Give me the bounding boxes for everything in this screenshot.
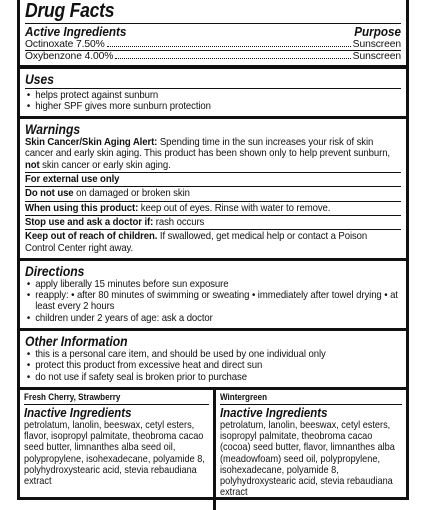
- divider: [25, 88, 401, 89]
- header-section: [20, 0, 406, 69]
- active-ingredient-row: [25, 39, 401, 63]
- divider: [25, 229, 401, 230]
- stop-use: [25, 217, 399, 228]
- list-item: • children under 2 years of age: ask a doctor: [25, 313, 399, 324]
- inactive-ingredients-text: petrolatum, lanolin, beeswax, cetyl esters, isopropyl palmitate, theobroma cacao (cocoa) seed butter, flavor, limnanthes alba (meadowfoam) seed oil, polypropylene, isohexadecane, polyamide 8, polyhydroxystearic acid, stevia rebaudiana extract: [220, 419, 395, 499]
- ingredient-name: Oxybenzone 4.00%: [25, 51, 114, 63]
- warnings-heading: Warnings: [25, 122, 81, 138]
- other-info-list: [25, 349, 399, 383]
- ingredient-purpose: Sunscreen: [352, 39, 401, 50]
- inactive-heading: Inactive Ingredients: [220, 404, 328, 420]
- page-title: Drug Facts: [25, 0, 115, 22]
- alert-tail: skin cancer or early skin aging.: [39, 159, 171, 171]
- keep-out-label: Keep out of reach of children.: [25, 231, 158, 243]
- external-use: [25, 174, 399, 185]
- inactive-heading: Inactive Ingredients: [24, 404, 132, 420]
- directions-heading: Directions: [25, 263, 85, 279]
- list-item: • protect this product from excessive heat and direct sun: [25, 360, 399, 371]
- keep-out-text: If swallowed, get medical help or contact a Poison Control Center right away.: [25, 231, 368, 254]
- inactive-ingredients-text: petrolatum, lanolin, beeswax, cetyl esters, flavor, isopropyl palmitate, theobroma cacao seed butter, limnanthes alba seed oil, polypropylene, isohexadecane, polyamide 8, polyhydroxystearic acid, stevia rebaudiana extract: [24, 419, 205, 487]
- when-using-text: keep out of eyes. Rinse with water to remove.: [138, 202, 331, 214]
- uses-heading: Uses: [25, 71, 55, 87]
- ingredient-purpose: Sunscreen: [352, 51, 401, 63]
- list-item: • helps protect against sunburn: [25, 90, 399, 101]
- warning-alert: [25, 137, 399, 171]
- drug-facts-panel: [17, 0, 409, 500]
- active-header-row: [25, 25, 401, 39]
- list-item: • apply liberally 15 minutes before sun exposure: [25, 279, 399, 290]
- flavor-label: Wintergreen: [220, 391, 268, 403]
- list-item: • reapply: • after 80 minutes of swimming or sweating • immediately after towel drying • at least every 2 hours: [25, 290, 399, 313]
- keep-out: [25, 231, 399, 254]
- alert-not: not: [25, 159, 40, 171]
- warnings-section: [20, 119, 406, 261]
- alert-text: Spending time in the sun increases your risk of skin cancer and early skin aging. This product has been shown only to help prevent sunburn,: [25, 137, 390, 160]
- purpose-heading: Purpose: [354, 24, 401, 39]
- stop-use-text: rash occurs: [153, 216, 205, 228]
- external-label: For external use only: [25, 174, 120, 186]
- divider: [25, 215, 401, 216]
- active-ingredients-heading: Active Ingredients: [25, 24, 127, 39]
- inactive-ingredients-columns: [20, 390, 406, 510]
- alert-label: Skin Cancer/Skin Aging Alert:: [25, 137, 158, 149]
- inactive-column-wintergreen: [213, 390, 406, 510]
- when-using-label: When using this product:: [25, 202, 139, 214]
- flavor-label: Fresh Cherry, Strawberry: [24, 391, 121, 403]
- other-info-heading: Other Information: [25, 334, 128, 350]
- stop-use-label: Stop use and ask a doctor if:: [25, 216, 154, 228]
- divider: [25, 172, 401, 173]
- divider: [25, 186, 401, 187]
- do-not-use-label: Do not use: [25, 188, 74, 200]
- list-item: • higher SPF gives more sunburn protection: [25, 101, 399, 112]
- directions-section: [20, 261, 406, 331]
- ingredient-name: Octinoxate 7.50%: [25, 39, 105, 50]
- uses-list: [25, 90, 399, 113]
- dotted-leader: [115, 58, 350, 59]
- do-not-use: [25, 188, 399, 199]
- do-not-use-text: on damaged or broken skin: [73, 188, 190, 200]
- uses-section: [20, 69, 406, 120]
- list-item: • this is a personal care item, and should be used by one individual only: [25, 349, 399, 360]
- other-info-section: [20, 331, 406, 390]
- list-item: • do not use if safety seal is broken prior to purchase: [25, 372, 399, 383]
- dotted-leader: [107, 46, 351, 47]
- directions-list: [25, 279, 399, 324]
- divider: [25, 201, 401, 202]
- when-using: [25, 203, 399, 214]
- inactive-column-cherry: [20, 390, 213, 510]
